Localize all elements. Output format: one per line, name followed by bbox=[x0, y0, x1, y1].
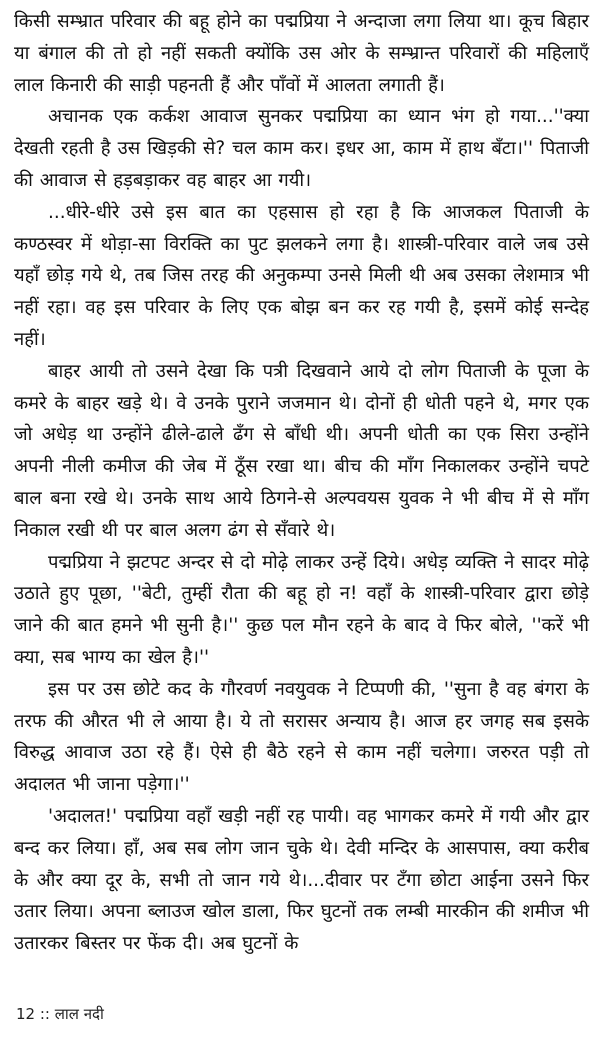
paragraph-7: 'अदालत!' पद्मप्रिया वहाँ खड़ी नहीं रह पायी। वह भागकर कमरे में गयी और द्वार बन्द कर लिया। हाँ, अब सब लोग जान चुके थे। देवी मन्दिर के आसपास, क्या करीब के और क्या दूर के, सभी तो जान गये थे।...दीवार पर टँगा छोटा आईना उसने फिर उतार लिया। अपना ब्लाउज खोल डाला, फिर घुटनों तक लम्बी मारकीन की शमीज भी उतारकर बिस्तर पर फेंक दी। अब घुटनों के bbox=[14, 805, 589, 955]
paragraph-6: इस पर उस छोटे कद के गौरवर्ण नवयुवक ने टिप्पणी की, ''सुना है वह बंगरा के तरफ की औरत भी ले आया है। ये तो सरासर अन्याय है। आज हर जगह सब इसके विरुद्ध आवाज उठा रहे हैं। ऐसे ही बैठे रहने से काम नहीं चलेगा। जरुरत पड़ी तो अदालत भी जाना पड़ेगा।'' bbox=[14, 678, 589, 796]
paragraph-5: पद्मप्रिया ने झटपट अन्दर से दो मोढ़े लाकर उन्हें दिये। अधेड़ व्यक्ति ने सादर मोढ़े उठाते हुए पूछा, ''बेटी, तुम्हीं रौता की बहू हो न! वहाँ के शास्त्री-परिवार द्वारा छोड़े जाने की बात हमने भी सुनी है।'' कुछ पल मौन रहने के बाद वे फिर बोले, ''करें भी क्या, सब भाग्य का खेल है।'' bbox=[14, 551, 589, 668]
paragraph-3: ...धीरे-धीरे उसे इस बात का एहसास हो रहा है कि आजकल पिताजी के कण्ठस्वर में थोड़ा-सा विरक्ति का पुट झलकने लगा है। शास्त्री-परिवार वाले जब उसे यहाँ छोड़ गये थे, तब जिस तरह की अनुकम्पा उनसे मिली थी अब उसका लेशमात्र भी नहीं रहा। वह इस परिवार के लिए एक बोझ बन कर रह गयी है, इसमें कोई सन्देह नहीं। bbox=[14, 201, 589, 350]
paragraph-1: किसी सम्भ्रात परिवार की बहू होने का पद्मप्रिया ने अन्दाजा लगा लिया था। कूच बिहार या बंगाल की तो हो नहीं सकती क्योंकि उस ओर के सम्भ्रान्त परिवारों की महिलाएँ लाल किनारी की साड़ी पहनती हैं और पाँवों में आलता लगाती हैं। bbox=[14, 11, 589, 96]
paragraph-2: अचानक एक कर्कश आवाज सुनकर पद्मप्रिया का ध्यान भंग हो गया...''क्या देखती रहती है उस खिड़की से? चल काम कर। इधर आ, काम में हाथ बँटा।'' पिताजी की आवाज से हड़बड़ाकर वह बाहर आ गयी। bbox=[14, 106, 589, 191]
page-footer: 12 :: लाल नदी bbox=[16, 1005, 104, 1023]
paragraph-4: बाहर आयी तो उसने देखा कि पत्री दिखवाने आये दो लोग पिताजी के पूजा के कमरे के बाहर खड़े थे। वे उनके पुराने जजमान थे। दोनों ही धोती पहने थे, मगर एक जो अधेड़ था उन्होंने ढीले-ढाले ढँग से बाँधी थी। अपनी धोती का एक सिरा उन्होंने अपनी नीली कमीज की जेब में ठूँस रखा था। बीच की माँग निकालकर उन्होंने चपटे बाल बना रखे थे। उनके साथ आये ठिगने-से अल्पवयस युवक ने भी बीच में से माँग निकाल रखी थी पर बाल अलग ढंग से सँवारे थे। bbox=[14, 360, 589, 541]
book-page bbox=[14, 6, 589, 960]
